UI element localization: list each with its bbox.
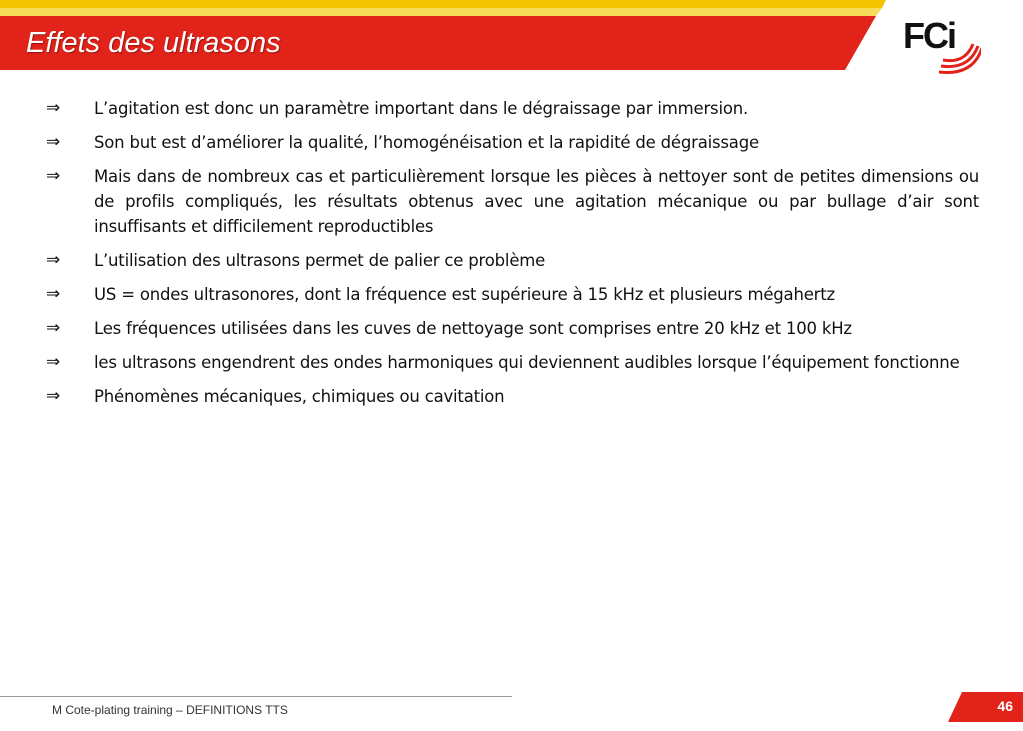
- arrow-icon: ⇒: [46, 166, 61, 186]
- logo-text: FCi: [903, 15, 955, 56]
- list-item: [40, 316, 979, 341]
- footer-divider: [0, 696, 512, 697]
- arrow-icon: ⇒: [46, 98, 61, 118]
- slide-title: Effets des ultrasons: [26, 27, 281, 59]
- logo-swoosh-icon: [903, 14, 981, 84]
- fci-logo: [903, 14, 981, 84]
- arrow-icon: ⇒: [46, 352, 61, 372]
- list-item: [40, 384, 979, 409]
- page-number-badge: [948, 692, 1023, 722]
- arrow-icon: ⇒: [46, 318, 61, 338]
- bullet-text: Son but est d’améliorer la qualité, l’homogénéisation et la rapidité de dégraissage: [94, 133, 759, 152]
- list-item: [40, 350, 979, 375]
- bullet-text: Phénomènes mécaniques, chimiques ou cavitation: [94, 387, 505, 406]
- list-item: [40, 130, 979, 155]
- bullet-list: [40, 96, 979, 418]
- arrow-icon: ⇒: [46, 132, 61, 152]
- bullet-text: L’agitation est donc un paramètre important dans le dégraissage par immersion.: [94, 99, 749, 118]
- footer-text: M Cote-plating training – DEFINITIONS TTS: [52, 703, 288, 717]
- arrow-icon: ⇒: [46, 284, 61, 304]
- title-banner: [0, 0, 1023, 80]
- bullet-text: L’utilisation des ultrasons permet de palier ce problème: [94, 251, 546, 270]
- bullet-text: Les fréquences utilisées dans les cuves de nettoyage sont comprises entre 20 kHz et 100 kHz: [94, 319, 852, 338]
- list-item: [40, 164, 979, 239]
- list-item: [40, 248, 979, 273]
- bullet-text: les ultrasons engendrent des ondes harmoniques qui deviennent audibles lorsque l’équipement fonctionne: [94, 353, 960, 372]
- bullet-text: US = ondes ultrasonores, dont la fréquence est supérieure à 15 kHz et plusieurs mégahertz: [94, 285, 835, 304]
- list-item: [40, 96, 979, 121]
- bullet-text: Mais dans de nombreux cas et particulièrement lorsque les pièces à nettoyer sont de petites dimensions ou de profils compliqués, les résultats obtenus avec une agitation mécanique ou par bullage d’air sont insuffisants et difficilement reproductibles: [94, 167, 979, 236]
- arrow-icon: ⇒: [46, 250, 61, 270]
- list-item: [40, 282, 979, 307]
- page-number: 46: [997, 698, 1013, 714]
- arrow-icon: ⇒: [46, 386, 61, 406]
